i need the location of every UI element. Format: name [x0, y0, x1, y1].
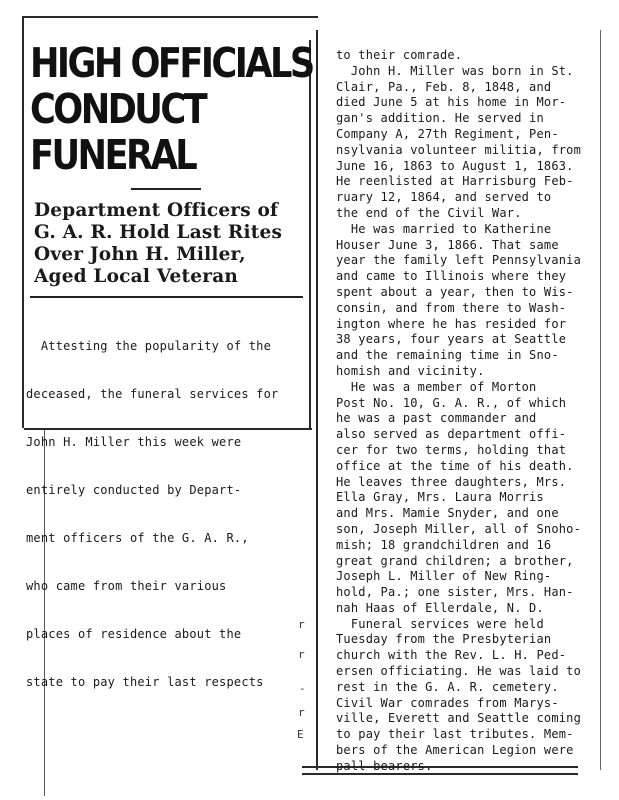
body-line: year the family left Pennsylvania	[336, 253, 582, 268]
body-line: He reenlisted at Harrisburg Feb-	[336, 174, 574, 189]
body-line: Post No. 10, G. A. R., of which	[336, 395, 567, 410]
stray-mark: E	[297, 728, 304, 741]
body-line: nah Haas of Ellerdale, N. D.	[336, 600, 544, 615]
headline-column	[26, 18, 313, 722]
body-line: Houser June 3, 1866. That same	[336, 237, 559, 252]
subhead-rule	[30, 296, 303, 298]
body-line: He was married to Katherine	[336, 221, 552, 236]
body-line: ersen officiating. He was laid to	[336, 664, 582, 679]
body-line: pall bearers.	[336, 758, 433, 773]
body-line: the end of the Civil War.	[336, 205, 522, 220]
body-line: 38 years, four years at Seattle	[336, 332, 567, 347]
body-line: Joseph L. Miller of New Ring-	[336, 569, 552, 584]
body-line: nsylvania volunteer militia, from	[336, 142, 582, 157]
headline-line-1: HIGH OFFICIALS	[30, 39, 313, 87]
lead-paragraph	[26, 306, 309, 722]
body-line: ington where he has resided for	[336, 316, 567, 331]
continuation-column	[336, 48, 586, 775]
body-line: Funeral services were held	[336, 616, 544, 631]
body-line: entirely conducted by Depart-	[26, 483, 242, 497]
body-line: ment officers of the G. A. R.,	[26, 531, 249, 545]
stray-mark: r	[298, 706, 305, 719]
body-line: Civil War comrades from Marys-	[336, 695, 559, 710]
body-line: John H. Miller was born in St.	[336, 63, 574, 78]
body-line: office at the time of his death.	[336, 458, 574, 473]
body-line: deceased, the funeral services for	[26, 387, 279, 401]
column-divider	[316, 30, 318, 770]
headline-line-2: CONDUCT FUNERAL	[30, 85, 206, 179]
body-line: he was a past commander and	[336, 411, 537, 426]
body-line: spent about a year, then to Wis-	[336, 284, 574, 299]
body-line: Clair, Pa., Feb. 8, 1848, and	[336, 79, 552, 94]
subhead-line: Over John H. Miller,	[34, 244, 246, 265]
body-line: bers of the American Legion were	[336, 743, 574, 758]
body-line: also served as department offi-	[336, 427, 567, 442]
body-line: died June 5 at his home in Mor-	[336, 95, 567, 110]
body-line: and came to Illinois where they	[336, 269, 567, 284]
body-line: gan's addition. He served in	[336, 111, 544, 126]
body-line: John H. Miller this week were	[26, 435, 242, 449]
body-line: who came from their various	[26, 579, 227, 593]
body-line: Ella Gray, Mrs. Laura Morris	[336, 490, 544, 505]
body-line: June 16, 1863 to August 1, 1863.	[336, 158, 574, 173]
body-line: church with the Rev. L. H. Ped-	[336, 648, 567, 663]
body-line: and the remaining time in Sno-	[336, 348, 559, 363]
stray-mark: -	[299, 682, 306, 695]
body-line: Attesting the popularity of the	[26, 339, 272, 353]
body-line: homish and vicinity.	[336, 363, 485, 378]
body-line: cer for two terms, holding that	[336, 442, 567, 457]
headline	[30, 40, 314, 178]
body-line: hold, Pa.; one sister, Mrs. Han-	[336, 585, 574, 600]
body-line: great grand children; a brother,	[336, 553, 574, 568]
subheadline	[34, 200, 319, 288]
body-line: consin, and from there to Wash-	[336, 300, 567, 315]
headline-divider	[131, 188, 201, 190]
article-body	[336, 48, 586, 775]
body-line: Tuesday from the Presbyterian	[336, 632, 552, 647]
body-line: ville, Everett and Seattle coming	[336, 711, 582, 726]
body-line: to pay their last tributes. Mem-	[336, 727, 574, 742]
body-line: mish; 18 grandchildren and 16	[336, 537, 552, 552]
body-line: Company A, 27th Regiment, Pen-	[336, 126, 559, 141]
body-line: places of residence about the	[26, 627, 242, 641]
body-line: rest in the G. A. R. cemetery.	[336, 679, 559, 694]
subhead-line: G. A. R. Hold Last Rites	[34, 222, 283, 243]
stray-mark: r	[298, 648, 305, 661]
body-line: to their comrade.	[336, 48, 463, 62]
stray-mark: r	[298, 618, 305, 631]
subhead-line: Department Officers of	[34, 200, 279, 221]
body-line: He was a member of Morton	[336, 379, 537, 394]
body-line: state to pay their last respects	[26, 675, 264, 689]
subhead-line: Aged Local Veteran	[34, 266, 239, 287]
body-line: son, Joseph Miller, all of Snoho-	[336, 521, 582, 536]
body-line: He leaves three daughters, Mrs.	[336, 474, 567, 489]
body-line: ruary 12, 1864, and served to	[336, 190, 552, 205]
body-line: and Mrs. Mamie Snyder, and one	[336, 506, 559, 521]
right-column-right-edge	[600, 30, 601, 770]
clipping-left-edge	[22, 16, 24, 428]
